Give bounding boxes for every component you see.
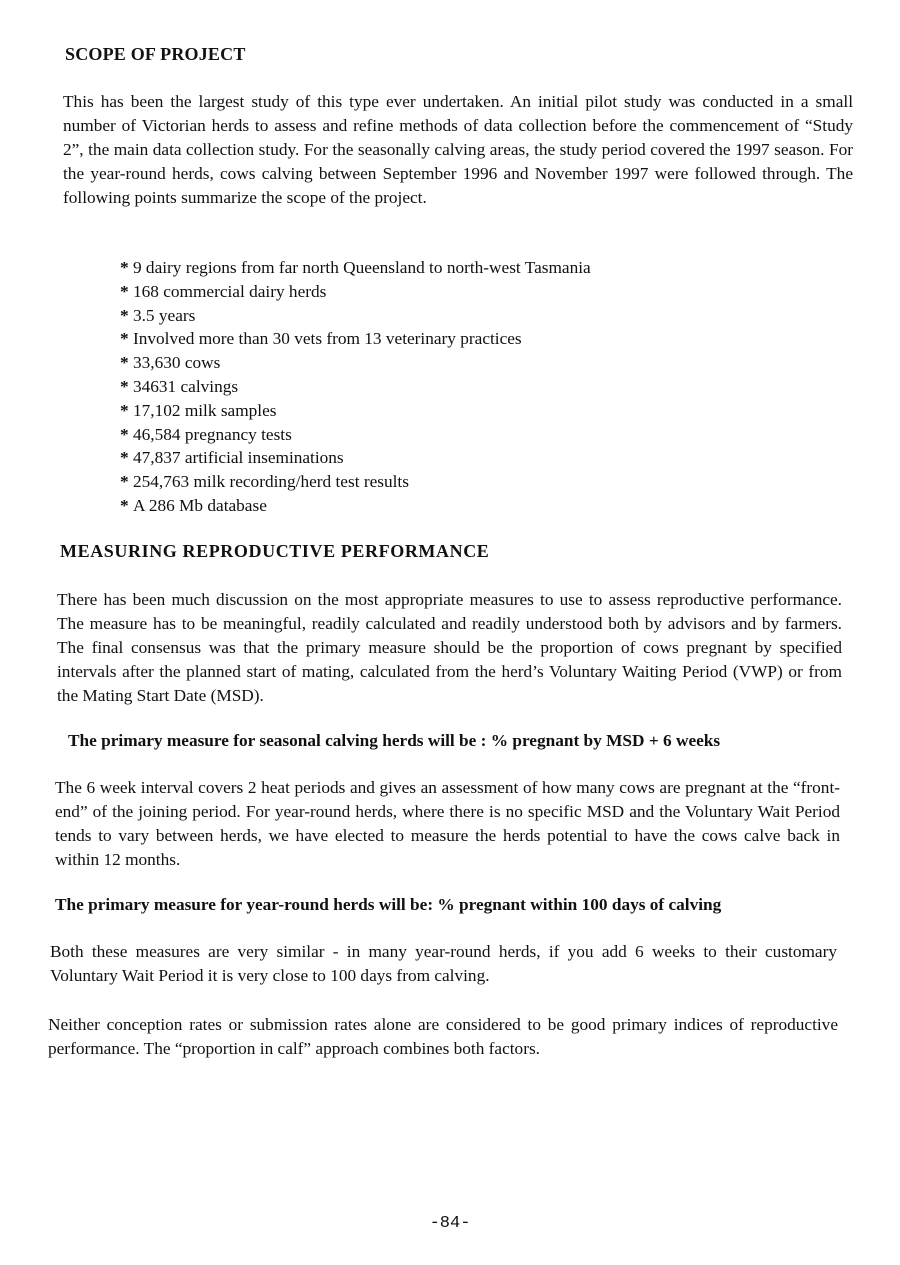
list-item: * 254,763 milk recording/herd test results xyxy=(120,470,591,494)
list-item: * 3.5 years xyxy=(120,304,591,328)
list-item: * Involved more than 30 vets from 13 veterinary practices xyxy=(120,327,591,351)
list-item: * A 286 Mb database xyxy=(120,494,591,518)
measuring-heading: MEASURING REPRODUCTIVE PERFORMANCE xyxy=(60,541,490,561)
measuring-paragraph-4: Neither conception rates or submission rates alone are considered to be good primary indices of reproductive performance. The “proportion in calf” approach combines both factors. xyxy=(48,1015,838,1058)
list-item: * 9 dairy regions from far north Queensland to north-west Tasmania xyxy=(120,256,591,280)
year-round-primary-measure: The primary measure for year-round herds will be: % pregnant within 100 days of calving xyxy=(55,895,722,914)
seasonal-primary-measure: The primary measure for seasonal calving herds will be : % pregnant by MSD + 6 weeks xyxy=(68,731,721,750)
list-item: * 46,584 pregnancy tests xyxy=(120,423,591,447)
scope-points-list xyxy=(120,256,591,518)
list-item: * 34631 calvings xyxy=(120,375,591,399)
list-item: * 17,102 milk samples xyxy=(120,399,591,423)
list-item: * 168 commercial dairy herds xyxy=(120,280,591,304)
list-item: * 33,630 cows xyxy=(120,351,591,375)
list-item: * 47,837 artificial inseminations xyxy=(120,446,591,470)
scope-heading: SCOPE OF PROJECT xyxy=(65,44,246,64)
scope-intro-paragraph: This has been the largest study of this type ever undertaken. An initial pilot study was conducted in a small number of Victorian herds to assess and refine methods of data collection before the commencement of “Study 2”, the main data collection study. For the seasonally calving areas, the study period covered the 1997 season. For the year-round herds, cows calving between September 1996 and November 1997 were followed through. The following points summarize the scope of the project. xyxy=(63,92,853,207)
measuring-paragraph-2: The 6 week interval covers 2 heat periods and gives an assessment of how many cows are pregnant at the “front-end” of the joining period. For year-round herds, where there is no specific MSD and the Voluntary Wait Period tends to vary between herds, we have elected to measure the herds potential to have the cows calve back in within 12 months. xyxy=(55,778,840,869)
measuring-paragraph-3: Both these measures are very similar - in many year-round herds, if you add 6 weeks to their customary Voluntary Wait Period it is very close to 100 days from calving. xyxy=(50,942,837,985)
page-number: -84- xyxy=(429,1214,471,1233)
measuring-paragraph-1: There has been much discussion on the most appropriate measures to use to assess reproductive performance. The measure has to be meaningful, readily calculated and readily understood both by advisors and by farmers. The final consensus was that the primary measure should be the proportion of cows pregnant by specified intervals after the planned start of mating, calculated from the herd’s Voluntary Waiting Period (VWP) or from the Mating Start Date (MSD). xyxy=(57,590,842,705)
